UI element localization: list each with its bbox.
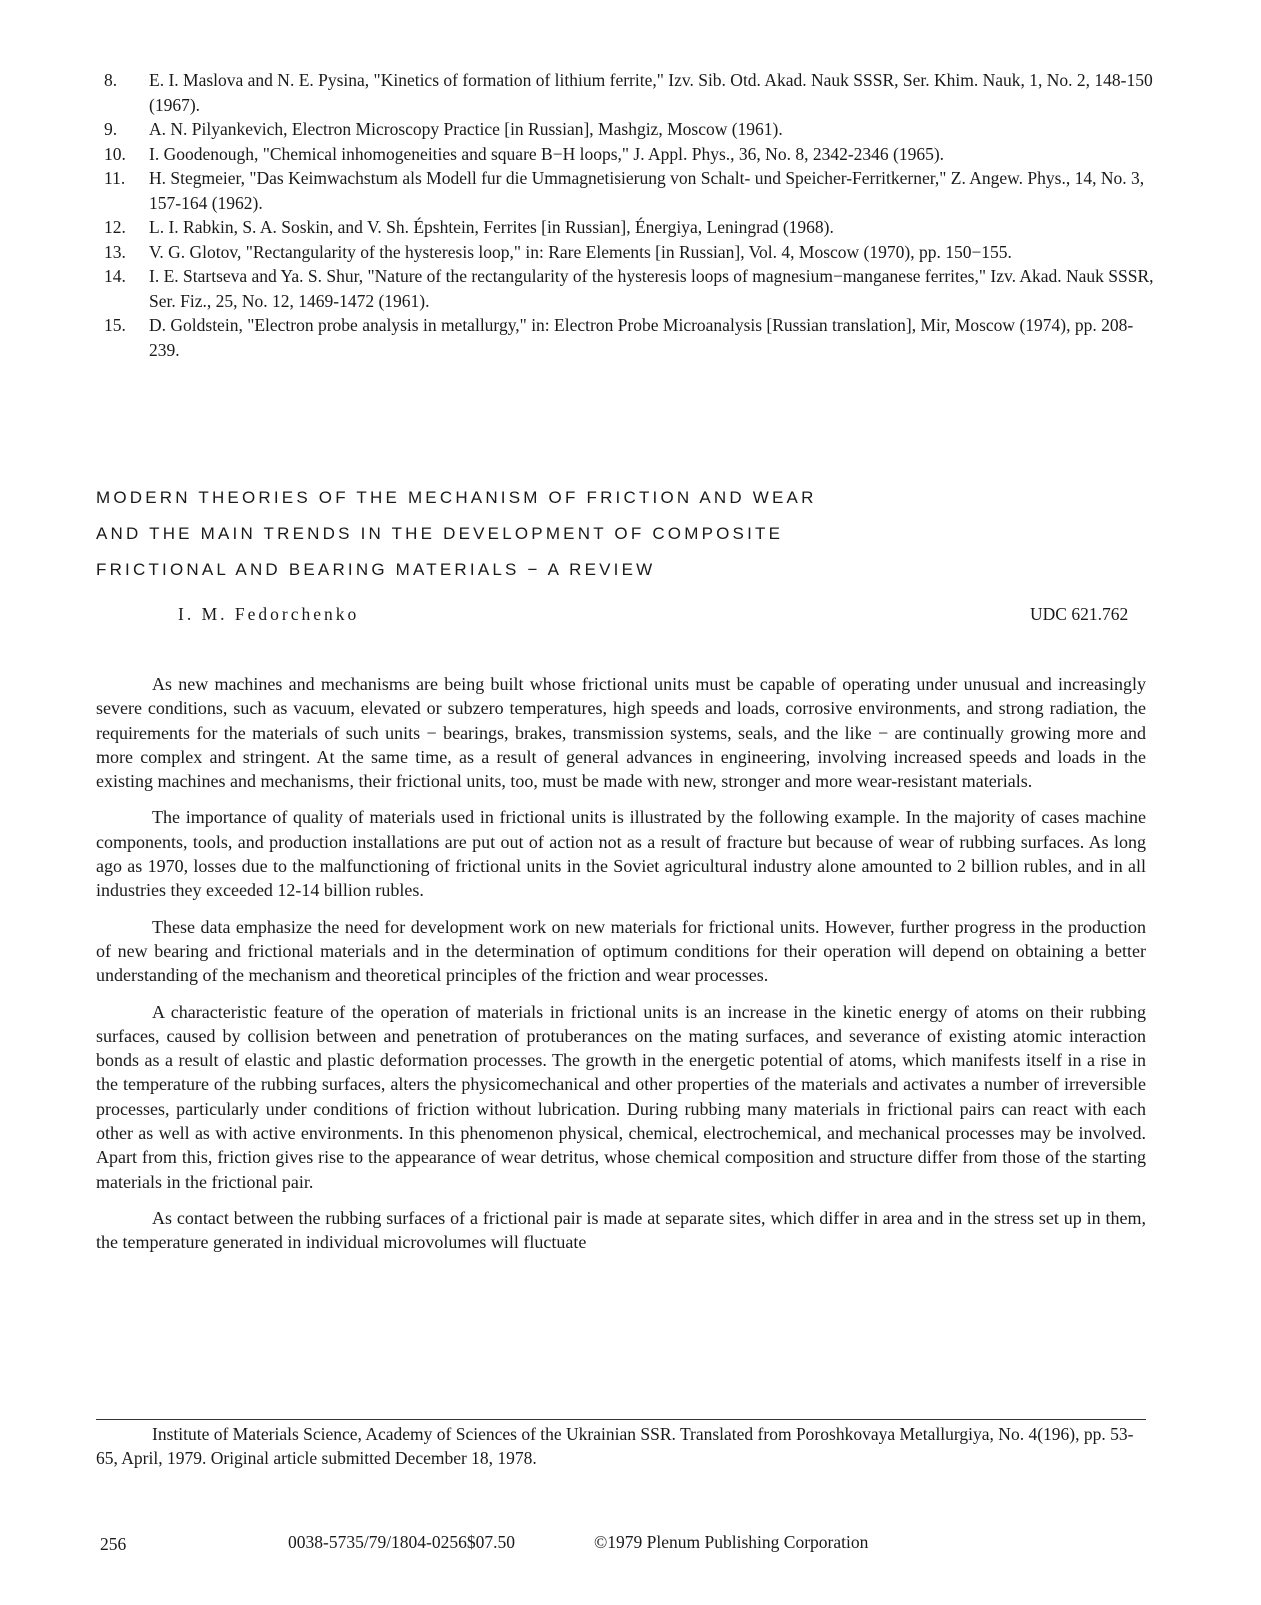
body-paragraph: A characteristic feature of the operation of materials in frictional units is an increase in the kinetic energy of atoms on their rubbing surfaces, caused by collision between and penetration of protuberances on the mating surfaces, and severance of existing atomic interaction bonds as a result of elastic and plastic deformation processes. The growth in the energetic potential of atoms, which manifests itself in a rise in the temperature of the rubbing surfaces, alters the physicomechanical and other properties of the materials and activates a number of irreversible processes, particularly under conditions of friction without lubrication. During rubbing many materials in frictional pairs can react with each other as well as with active environments. In this phenomenon physical, chemical, electrochemical, and mechanical processes may be involved. Apart from this, friction gives rise to the appearance of wear detritus, whose chemical composition and structure differ from those of the starting materials in the frictional pair. [96, 1001, 1146, 1192]
reference-item [104, 264, 1154, 313]
reference-item [104, 166, 1154, 215]
reference-number: 8. [104, 70, 118, 90]
reference-item [104, 240, 1154, 265]
reference-item [104, 215, 1154, 240]
reference-number: 11. [104, 168, 126, 188]
title-line: MODERN THEORIES OF THE MECHANISM OF FRICTION AND WEAR [96, 488, 817, 507]
reference-number: 15. [104, 315, 126, 335]
reference-text: I. E. Startseva and Ya. S. Shur, "Nature of the rectangularity of the hysteresis loops of magnesium−manganese ferrites," Izv. Akad. Nauk SSSR, Ser. Fiz., 25, No. 12, 1469-1472 (1961). [149, 266, 1154, 311]
reference-number: 9. [104, 119, 118, 139]
body-paragraph: As new machines and mechanisms are being built whose frictional units must be capable of operating under unusual and increasingly severe conditions, such as vacuum, elevated or subzero temperatures, high speeds and loads, corrosive environments, and strong radiation, the requirements for the materials of such units − bearings, brakes, transmission systems, seals, and the like − are continually growing more and more complex and stringent. At the same time, as a result of general advances in engineering, involving increased speeds and loads in the existing machines and mechanisms, their frictional units, too, must be made with new, stronger and more wear-resistant materials. [96, 674, 1146, 792]
reference-number: 13. [104, 241, 126, 262]
reference-item [104, 117, 1154, 142]
udc-code: UDC 621.762 [1030, 604, 1129, 624]
article-title [96, 480, 1096, 588]
reference-item [104, 142, 1154, 167]
copyright-notice: ©1979 Plenum Publishing Corporation [594, 1532, 869, 1552]
article-code: 0038-5735/79/1804-0256$07.50 [288, 1532, 516, 1552]
body-paragraph: These data emphasize the need for development work on new materials for frictional units. However, further progress in the production of new bearing and frictional materials and in the determination of optimum conditions for their operation will depend on obtaining a better understanding of the mechanism and theoretical principles of the friction and wear processes. [96, 916, 1146, 986]
reference-item [104, 68, 1154, 117]
article-body [96, 672, 1146, 1267]
reference-number: 14. [104, 266, 126, 286]
title-line: AND THE MAIN TRENDS IN THE DEVELOPMENT OF COMPOSITE [96, 524, 784, 543]
reference-text: A. N. Pilyankevich, Electron Microscopy Practice [in Russian], Mashgiz, Moscow (1961). [149, 119, 783, 139]
body-paragraph: As contact between the rubbing surfaces of a frictional pair is made at separate sites, which differ in area and in the stress set up in them, the temperature generated in individual microvolumes will fluctuate [96, 1207, 1146, 1253]
body-paragraph: The importance of quality of materials used in frictional units is illustrated by the following example. In the majority of cases machine components, tools, and production installations are put out of action not as a result of fracture but because of wear of rubbing surfaces. As long ago as 1970, losses due to the malfunctioning of frictional units in the Soviet agricultural industry alone amounted to 2 billion rubles, and in all industries they exceeded 12-14 billion rubles. [96, 807, 1146, 901]
reference-item [104, 313, 1154, 362]
page-number: 256 [100, 1534, 127, 1554]
reference-text: I. Goodenough, "Chemical inhomogeneities and square B−H loops," J. Appl. Phys., 36, No. 8, 2342-2346 (1965). [149, 143, 945, 164]
reference-number: 12. [104, 217, 126, 237]
reference-number: 10. [104, 143, 126, 164]
reference-text: V. G. Glotov, "Rectangularity of the hysteresis loop," in: Rare Elements [in Russian], Vol. 4, Moscow (1970), pp. 150−155. [149, 241, 1012, 262]
reference-text: D. Goldstein, "Electron probe analysis in metallurgy," in: Electron Probe Microanalysis [Russian translation], Mir, Moscow (1974), pp. 208-239. [149, 315, 1134, 360]
reference-list [104, 68, 1154, 362]
reference-text: L. I. Rabkin, S. A. Soskin, and V. Sh. Épshtein, Ferrites [in Russian], Énergiya, Leningrad (1968). [149, 217, 834, 237]
reference-text: H. Stegmeier, "Das Keimwachstum als Modell fur die Ummagnetisierung von Schalt- und Speicher-Ferritkerner," Z. Angew. Phys., 14, No. 3, 157-164 (1962). [149, 168, 1145, 213]
author-name: I. M. Fedorchenko [178, 604, 360, 624]
title-line: FRICTIONAL AND BEARING MATERIALS − A REVIEW [96, 560, 656, 579]
footnote-divider [96, 1419, 1146, 1420]
footnote: Institute of Materials Science, Academy of Sciences of the Ukrainian SSR. Translated from Poroshkovaya Metallurgiya, No. 4(196), pp. 53-65, April, 1979. Original article submitted December 18, 1978. [96, 1424, 1134, 1468]
reference-text: E. I. Maslova and N. E. Pysina, "Kinetics of formation of lithium ferrite," Izv. Sib. Otd. Akad. Nauk SSSR, Ser. Khim. Nauk, 1, No. 2, 148-150 (1967). [149, 70, 1153, 115]
